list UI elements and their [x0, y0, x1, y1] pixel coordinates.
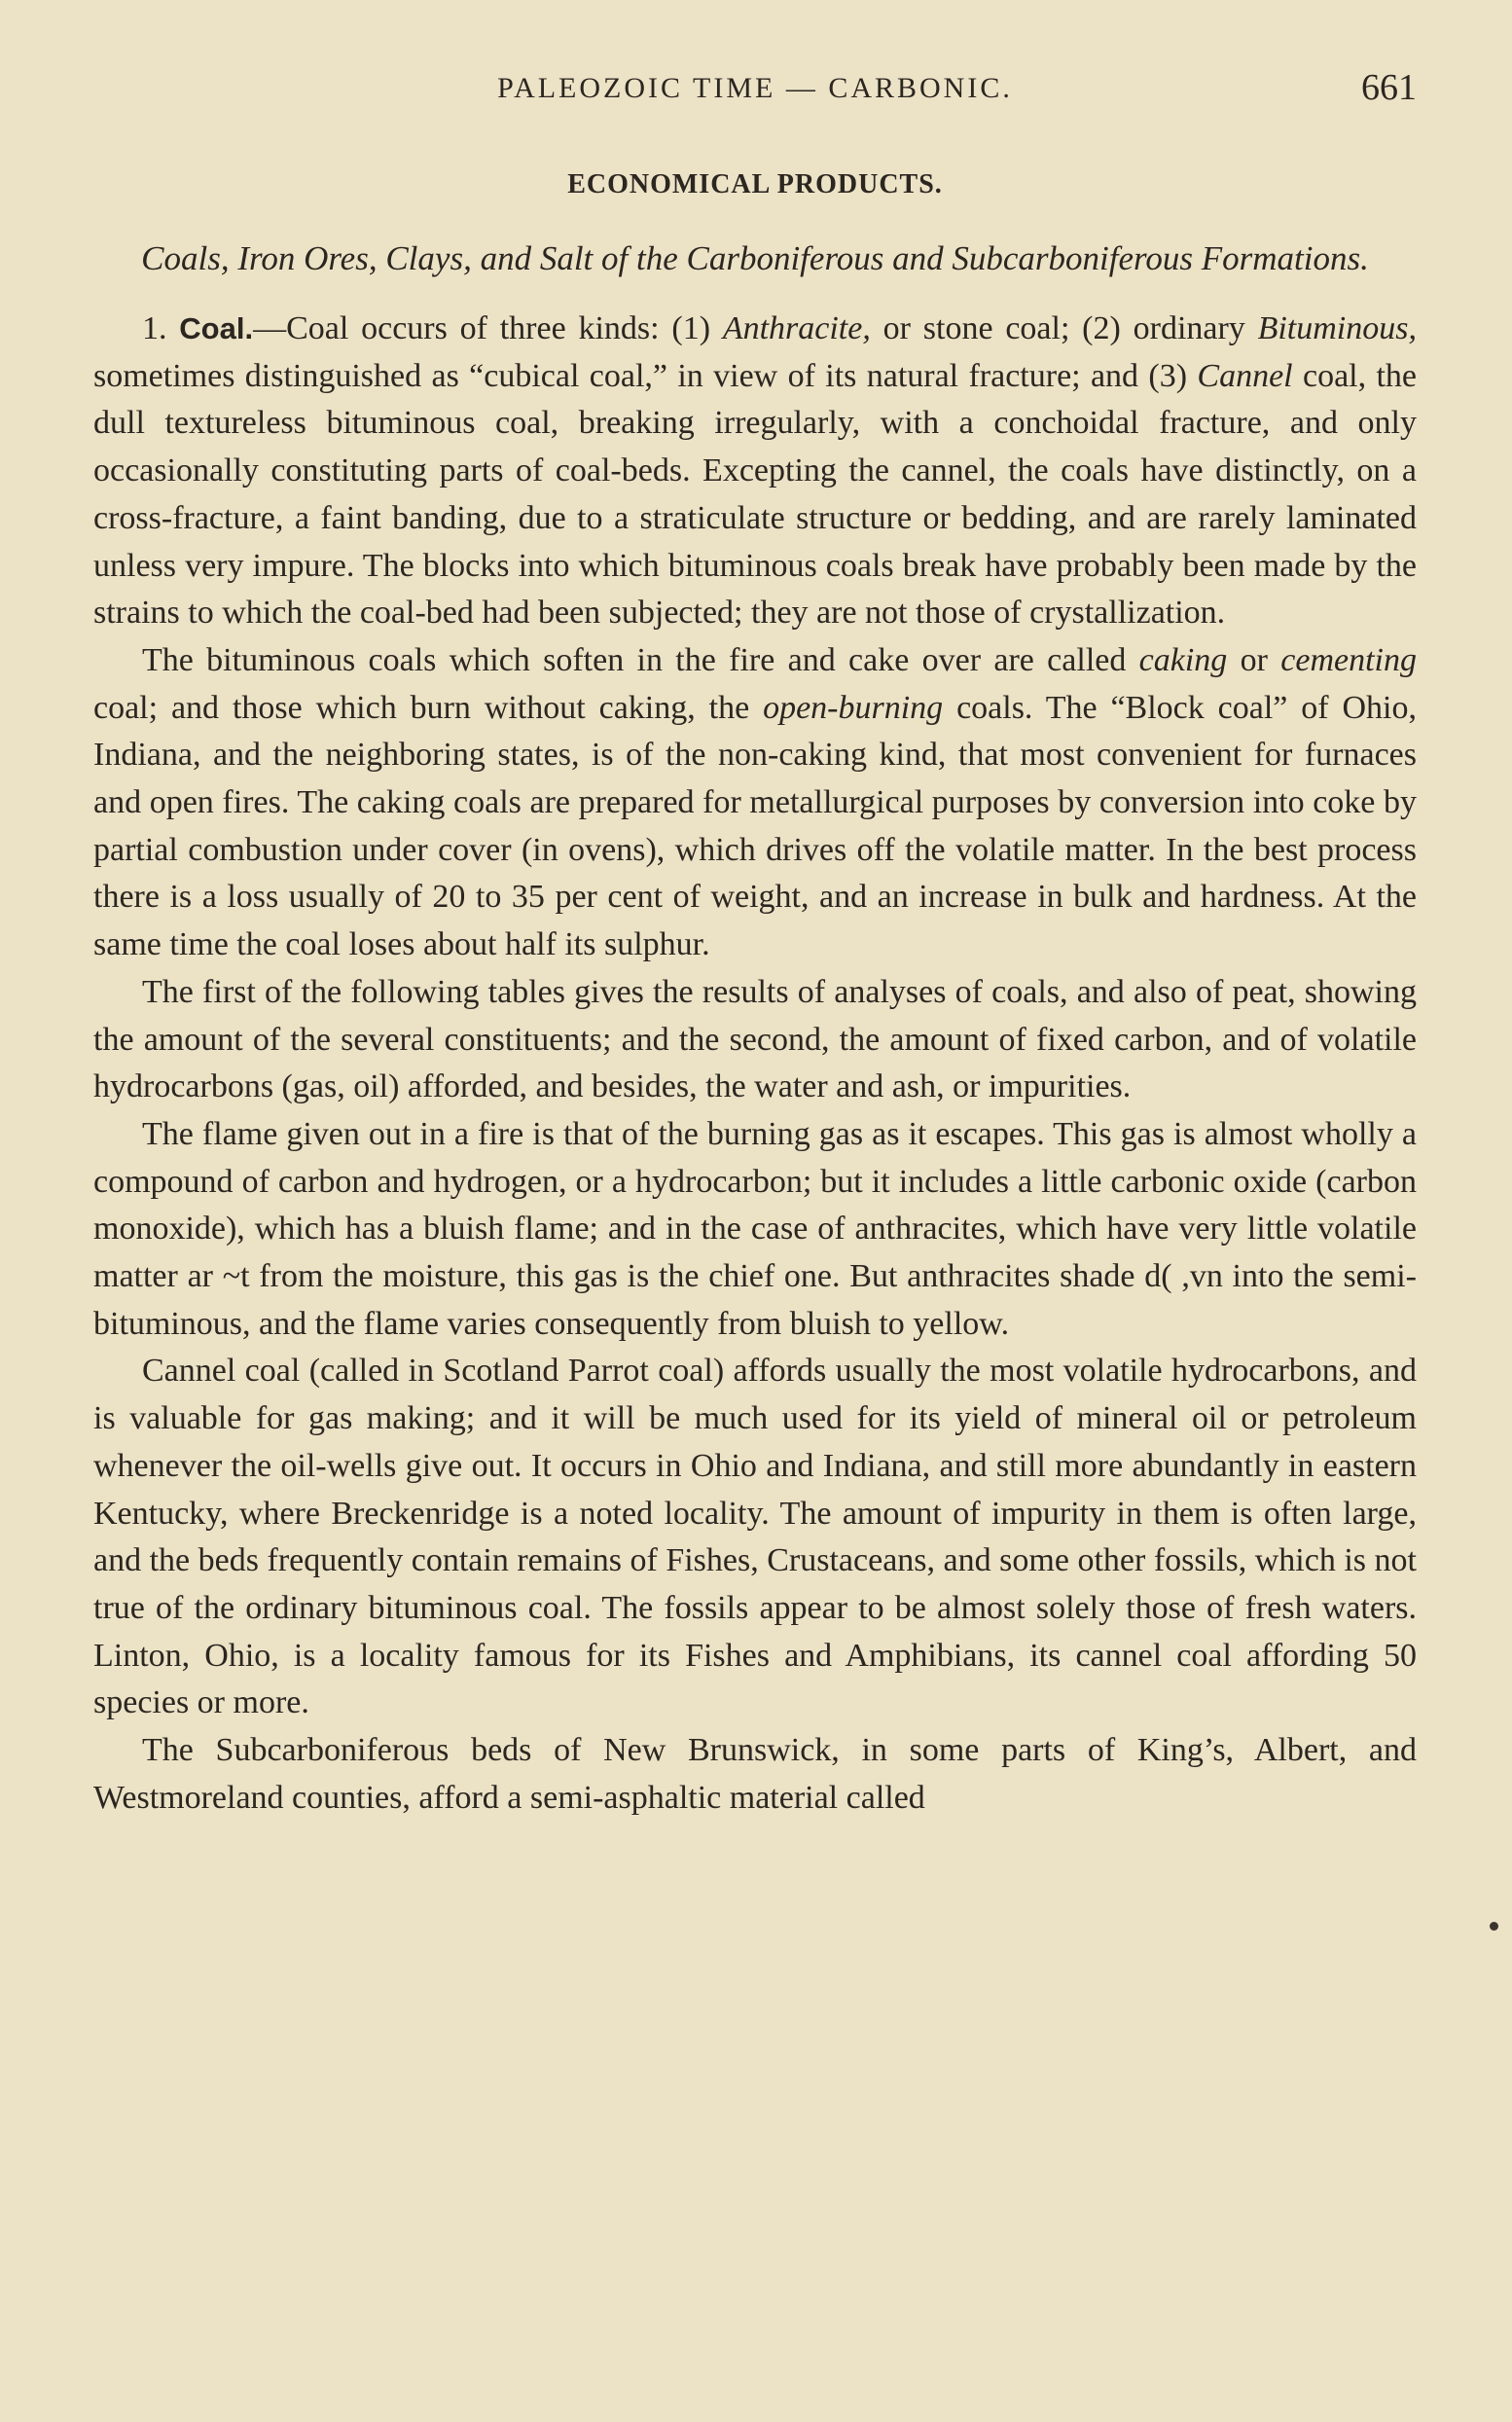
- text-run: coals. The “Block coal” of Ohio, Indiana, and the neighboring states, is of the non-caking kind, that most convenient for furnaces and open fires. The caking coals are prepared for metallurgical purposes by conversion into coke by partial combustion under cover (in ovens), which drives off the volatile matter. In the best process there is a loss usually of 20 to 35 per cent of weight, and an increase in bulk and hardness. At the same time the coal loses about half its sulphur.: [93, 689, 1418, 963]
- italic-term: Bituminous,: [1257, 310, 1417, 346]
- text-run: coal, the dull textureless bituminous coal, breaking irregularly, with a conchoidal fracture, and only occasionally constituting parts of coal-beds. Excepting the cannel, the coals have distinctly, on a cross-fracture, a faint banding, due to a straticulate structure or bedding, and are rarely laminated unless very impure. The blocks into which bituminous coals break have probably been made by the strains to which the coal-bed had been subjected; they are not those of crystallization.: [93, 357, 1417, 632]
- text-run: or: [1227, 641, 1281, 678]
- page-number: 661: [1361, 67, 1417, 108]
- section-heading: ECONOMICAL PRODUCTS.: [567, 169, 943, 199]
- book-page: [93, 58, 1417, 1823]
- paragraph-term: Coal.: [179, 311, 254, 345]
- paragraph-subcarboniferous: The Subcarboniferous beds of New Brunswick, in some parts of King’s, Albert, and Westmoreland counties, afford a semi-asphaltic material called: [93, 1732, 1417, 1816]
- running-title: PALEOZOIC TIME — CARBONIC.: [497, 72, 1013, 104]
- italic-term: cementing: [1280, 641, 1417, 678]
- italic-term: caking: [1138, 641, 1228, 678]
- paragraph-cannel-coal: Cannel coal (called in Scotland Parrot coal) affords usually the most volatile hydrocarbons, and is valuable for gas making; and it will be much used for its yield of mineral oil or petroleum whenever the oil-wells give out. It occurs in Ohio and Indiana, and still more abundantly in eastern Kentucky, where Breckenridge is a noted locality. The amount of impurity in them is often large, and the beds frequently contain remains of Fishes, Crustaceans, and some other fossils, which is not true of the ordinary bituminous coal. The fossils appear to be almost solely those of fresh waters. Linton, Ohio, is a locality famous for its Fishes and Amphibians, its cannel coal affording 50 species or more.: [93, 1353, 1417, 1721]
- section-subtitle: Coals, Iron Ores, Clays, and Salt of the Carboniferous and Subcarboniferous Formations.: [141, 239, 1369, 277]
- text-run: or stone coal; (2) ordinary: [870, 310, 1258, 346]
- text-run: sometimes distinguished as “cubical coal,” in view of its natural fracture; and (3): [93, 357, 1198, 394]
- paragraph-number: 1.: [142, 310, 167, 346]
- paragraph-tables: The first of the following tables gives the results of analyses of coals, and also of peat, showing the amount of the several constituents; and the second, the amount of fixed carbon, and of volatile hydrocarbons (gas, oil) afforded, and besides, the water and ash, or impurities.: [93, 973, 1417, 1105]
- paragraph-coal: [93, 306, 1417, 637]
- italic-term: Anthracite,: [722, 310, 871, 346]
- italic-term: open-burning: [763, 689, 944, 726]
- margin-mark: [1490, 1922, 1498, 1931]
- text-run: —Coal occurs of three kinds: (1): [253, 310, 723, 346]
- text-run: The bituminous coals which soften in the fire and cake over are called: [142, 641, 1139, 678]
- paragraph-flame: The flame given out in a fire is that of the burning gas as it escapes. This gas is almost wholly a compound of carbon and hydrogen, or a hydrocarbon; but it includes a little carbonic oxide (carbon monoxide), which has a bluish flame; and in the case of anthracites, which have very little volatile matter ar ~t from the moisture, this gas is the chief one. But anthracites shade d( ,vn into the semi-bituminous, and the flame varies consequently from bluish to yellow.: [93, 1115, 1417, 1342]
- italic-term: Cannel: [1197, 357, 1293, 394]
- running-header: [93, 58, 1417, 127]
- text-run: coal; and those which burn without caking, the: [93, 689, 764, 726]
- paragraph-caking-coals: [93, 637, 1417, 969]
